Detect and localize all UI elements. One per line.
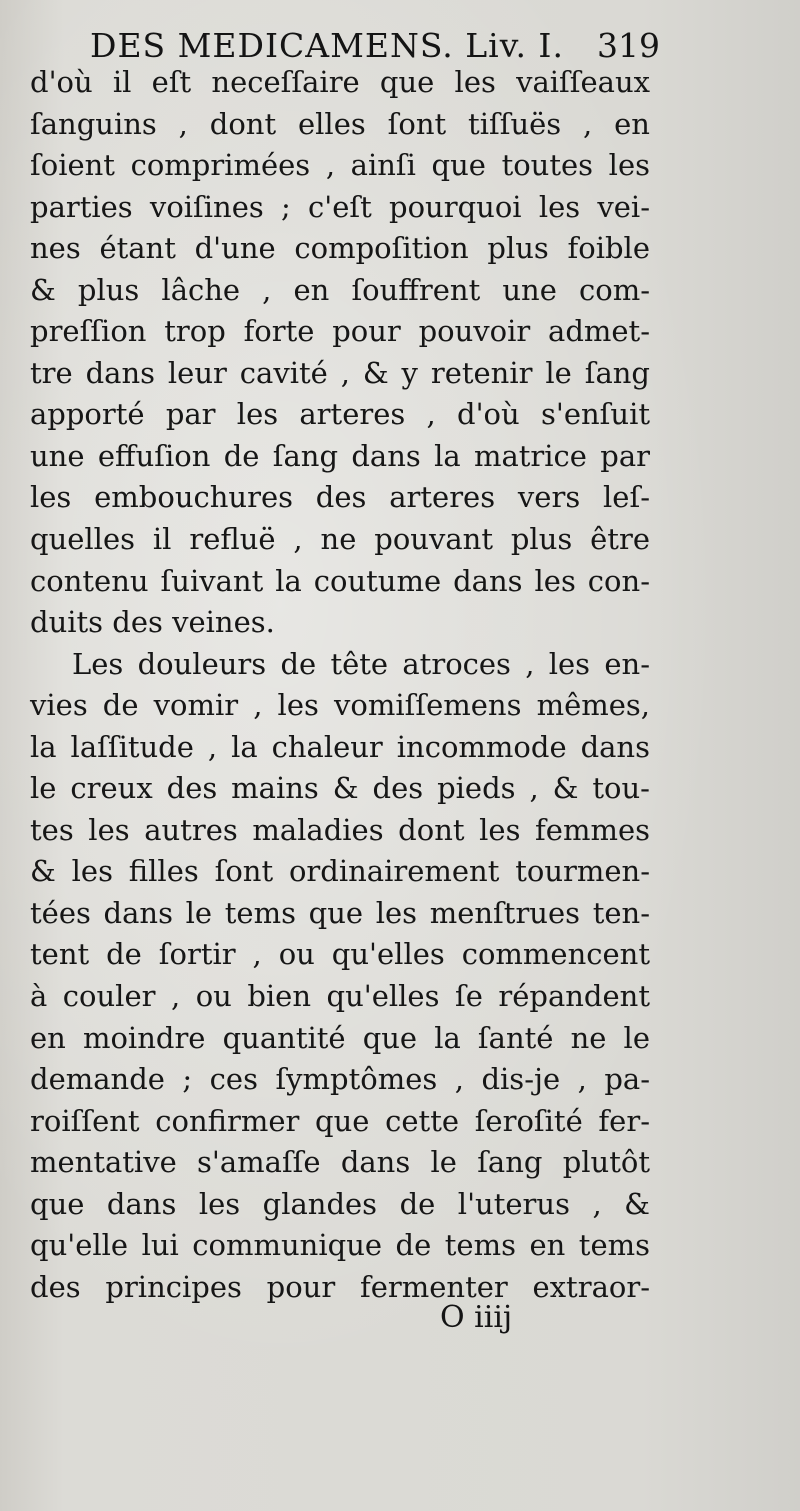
text-line: à couler , ou bien qu'elles ſe répandent <box>30 979 650 1014</box>
text-line: parties voiſines ; c'eſt pourquoi les vei- <box>30 189 650 224</box>
text-line: qu'elle lui communique de tems en tems <box>30 1228 650 1263</box>
text-line: la laſſitude , la chaleur incommode dans <box>30 729 650 764</box>
paragraph-2 <box>30 644 650 1309</box>
text-line: & plus lâche , en ſouffrent une com- <box>30 272 650 307</box>
text-line: duits des veines. <box>30 605 275 640</box>
text-line: tent de ſortir , ou qu'elles commencent <box>30 937 650 972</box>
text-line: que dans les glandes de l'uterus , & <box>30 1186 650 1221</box>
text-line: tes les autres maladies dont les femmes <box>30 812 650 847</box>
text-line: ſanguins , dont elles ſont tiſſuës , en <box>30 106 650 141</box>
text-line: vies de vomir , les vomiſſemens mêmes, <box>30 688 650 723</box>
text-line: une effuſion de ſang dans la matrice par <box>30 438 650 473</box>
paragraph-1 <box>30 62 650 644</box>
text-line: preſſion trop forte pour pouvoir admet- <box>30 314 650 349</box>
text-line: Les douleurs de tête atroces , les en- <box>72 646 650 681</box>
text-line: les embouchures des arteres vers leſ- <box>30 480 650 515</box>
text-line: mentative s'amaſſe dans le ſang plutôt <box>30 1145 650 1180</box>
text-line: apporté par les arteres , d'où s'enſuit <box>30 397 650 432</box>
text-line: des principes pour fermenter extraor- <box>30 1269 650 1304</box>
text-line: tre dans leur cavité , & y retenir le ſang <box>30 355 650 390</box>
text-line: tées dans le tems que les menſtrues ten- <box>30 895 650 930</box>
text-line: en moindre quantité que la ſanté ne le <box>30 1020 650 1055</box>
text-line: d'où il eſt neceſſaire que les vaiſſeaux <box>30 65 650 99</box>
text-line: demande ; ces ſymptômes , dis-je , pa- <box>30 1062 650 1097</box>
text-line: roiſſent confirmer que cette ſeroſité fer- <box>30 1103 650 1138</box>
text-line: quelles il refluë , ne pouvant plus être <box>30 522 650 557</box>
page-number: 319 <box>597 26 660 65</box>
signature-mark: O iiij <box>440 1300 513 1335</box>
running-head: DES MEDICAMENS. Liv. I. <box>90 26 564 65</box>
text-line: ſoient comprimées , ainſi que toutes les <box>30 148 650 183</box>
text-line: contenu ſuivant la coutume dans les con- <box>30 563 650 598</box>
body-text <box>30 62 650 1308</box>
text-line: le creux des mains & des pieds , & tou- <box>30 771 650 806</box>
text-line: & les filles ſont ordinairement tourmen- <box>30 854 650 889</box>
text-line: nes étant d'une compoſition plus foible <box>30 231 650 266</box>
